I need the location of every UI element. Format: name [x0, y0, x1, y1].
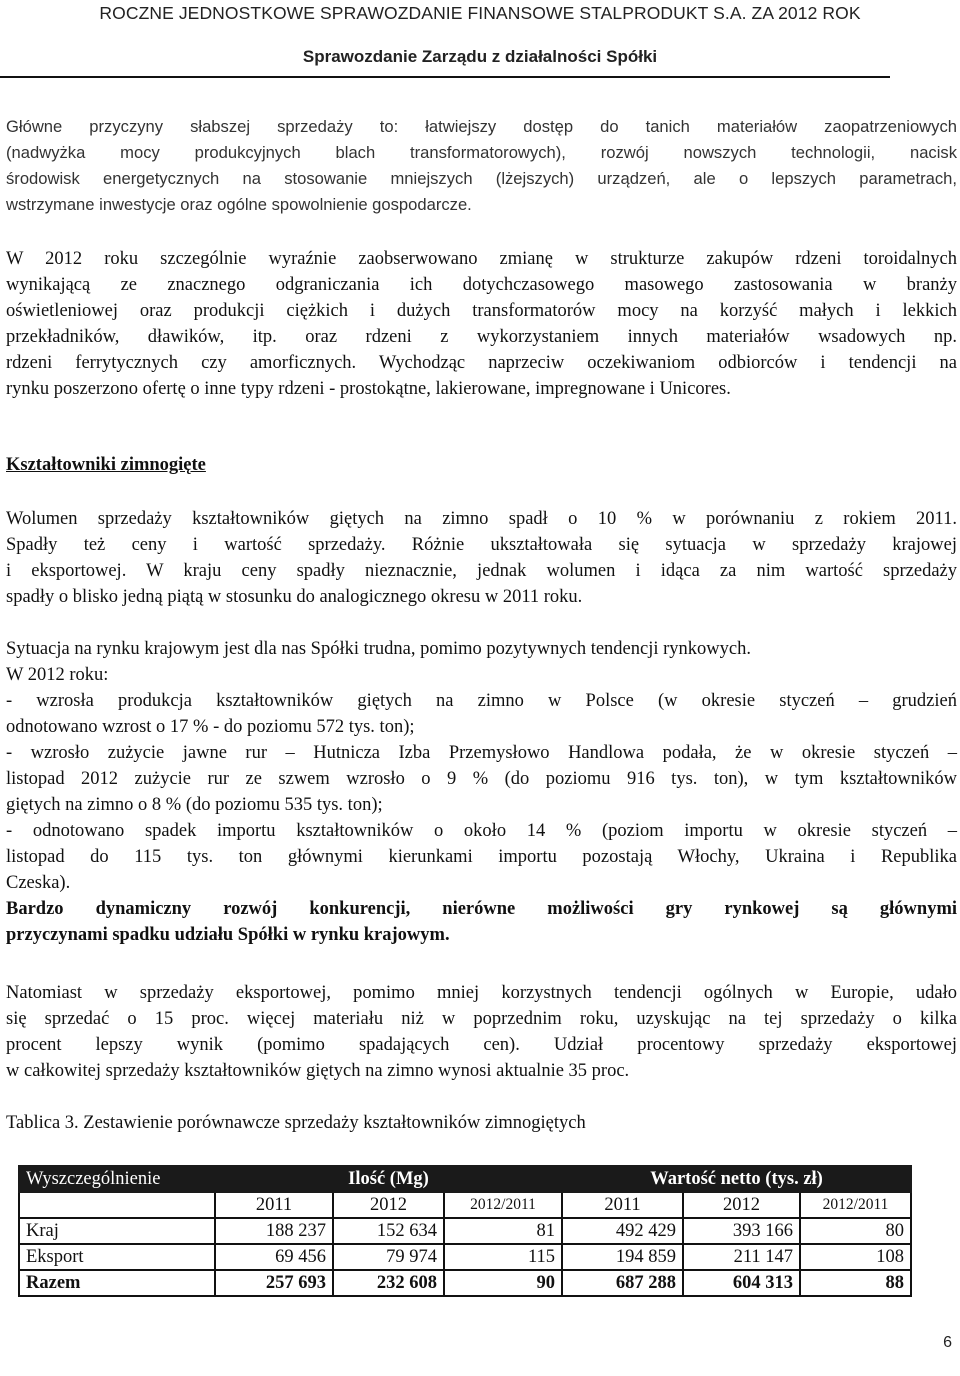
table-cell: 232 608: [333, 1270, 444, 1296]
text-line: rdzeni ferrytycznych czy amorficznych. Wychodząc naprzeciw oczekiwaniom odbiorców i tendencji na: [6, 353, 957, 373]
text-line: odnotowano wzrost o 17 % - do poziomu 572 tys. ton);: [6, 717, 415, 737]
table-cell: 90: [444, 1270, 562, 1296]
text-line: W 2012 roku szczególnie wyraźnie zaobserwowano zmianę w strukturze zakupów rdzeni toroidalnych: [6, 249, 957, 269]
table-cell: 211 147: [683, 1244, 800, 1270]
table-cell: 81: [444, 1218, 562, 1244]
text-line: w całkowitej sprzedaży kształtowników giętych na zimno wynosi aktualnie 35 proc.: [6, 1061, 630, 1081]
text-line: się sprzedać o 15 proc. więcej materiału niż w poprzednim roku, uzyskując na tej sprzedaży o kilka: [6, 1009, 957, 1029]
text-line: Sytuacja na rynku krajowym jest dla nas Spółki trudna, pomimo pozytywnych tendencji rynkowych.: [6, 639, 751, 659]
table-cell: 257 693: [215, 1270, 333, 1296]
text-line: Główne przyczyny słabszej sprzedaży to: łatwiejszy dostęp do tanich materiałów zaopatrzeniowych: [6, 117, 957, 136]
text-line: Spadły też ceny i wartość sprzedaży. Różnie ukształtowała się sytuacja w sprzedaży krajowej: [6, 535, 957, 555]
table-cell: 604 313: [683, 1270, 800, 1296]
text-line: wstrzymane inwestycje oraz ogólne spowolnienie gospodarcze.: [6, 195, 472, 214]
row-label: Kraj: [19, 1218, 215, 1244]
table-cell: 492 429: [562, 1218, 683, 1244]
report-header-title: ROCZNE JEDNOSTKOWE SPRAWOZDANIE FINANSOWE STALPRODUKT S.A. ZA 2012 ROK: [99, 3, 861, 23]
table-header-row: [19, 1166, 911, 1192]
paragraph-toroidal-cores: [6, 246, 957, 402]
column-group-net-value: Wartość netto (tys. zł): [562, 1166, 911, 1192]
table-cell: 687 288: [562, 1270, 683, 1296]
text-line: Wolumen sprzedaży kształtowników giętych na zimno spadł o 10 % w porównaniu z rokiem 2011.: [6, 509, 957, 529]
table-subheader-row: [19, 1192, 911, 1218]
paragraph-sales-reasons: [6, 114, 957, 218]
text-line: - wzrosło zużycie jawne rur – Hutnicza Izba Przemysłowo Handlowa podała, że w okresie styczeń –: [6, 743, 957, 763]
sales-comparison-table: [18, 1165, 912, 1297]
table-row: [19, 1244, 911, 1270]
row-label: Eksport: [19, 1244, 215, 1270]
paragraph-volume: [6, 506, 957, 610]
table-cell: 152 634: [333, 1218, 444, 1244]
column-group-quantity: Ilość (Mg): [215, 1166, 562, 1192]
page-number: 6: [943, 1334, 952, 1351]
table-caption: Tablica 3. Zestawienie porównawcze sprzedaży kształtowników zimnogiętych: [6, 1113, 586, 1133]
text-line: środowisk energetycznych na stosowanie mniejszych (lżejszych) urządzeń, ale o lepszych parametrach,: [6, 169, 957, 188]
section-heading: Kształtowniki zimnogięte: [6, 455, 206, 475]
text-line: procent lepszy wynik (pomimo spadających cen). Udział procentowy sprzedaży eksportowej: [6, 1035, 957, 1055]
text-line: przekładników, dławików, itp. oraz rdzeni z wykorzystaniem innych materiałów wsadowych np.: [6, 327, 957, 347]
table-total-row: [19, 1270, 911, 1296]
text-line: - wzrosła produkcja kształtowników giętych na zimno w Polsce (w okresie styczeń – grudzień: [6, 691, 957, 711]
text-line-bold: przyczynami spadku udziału Spółki w rynku krajowym.: [6, 925, 450, 945]
table-cell: 69 456: [215, 1244, 333, 1270]
table-cell: 108: [800, 1244, 911, 1270]
text-line: oświetleniowej oraz produkcji ciężkich i dużych transformatorów mocy na korzyść małych i lekkich: [6, 301, 957, 321]
text-line: rynku poszerzono ofertę o inne typy rdzeni - prostokątne, lakierowane, impregnowane i Unicores.: [6, 379, 731, 399]
table-cell: 79 974: [333, 1244, 444, 1270]
text-line: wynikającą ze znacznego odgraniczania ich dotychczasowego masowego zastosowania w branży: [6, 275, 957, 295]
text-line: - odnotowano spadek importu kształtowników o około 14 % (poziom importu w okresie styczeń –: [6, 821, 957, 841]
text-line: i eksportowej. W kraju ceny spadły nieznacznie, jednak wolumen i idąca za nim wartość sprzedaży: [6, 561, 957, 581]
subheader-cell: 2012/2011: [444, 1192, 562, 1218]
table-cell: 393 166: [683, 1218, 800, 1244]
subheader-cell: 2012: [683, 1192, 800, 1218]
text-line: Natomiast w sprzedaży eksportowej, pomimo mniej korzystnych tendencji ogólnych w Europie, udało: [6, 983, 957, 1003]
column-header-description: Wyszczególnienie: [19, 1166, 215, 1192]
table-cell: 188 237: [215, 1218, 333, 1244]
text-line: giętych na zimno o 8 % (do poziomu 535 tys. ton);: [6, 795, 383, 815]
subheader-cell: 2012/2011: [800, 1192, 911, 1218]
text-line: listopad 2012 zużycie rur ze szwem wzrosło o 9 % (do poziomu 916 tys. ton), w tym kształtowników: [6, 769, 957, 789]
paragraph-export: [6, 980, 957, 1084]
text-line: W 2012 roku:: [6, 665, 109, 685]
text-line: spadły o blisko jedną piątą w stosunku do analogicznego okresu w 2011 roku.: [6, 587, 583, 607]
paragraph-domestic-market: [6, 636, 957, 948]
text-line: Czeska).: [6, 873, 71, 893]
text-line: listopad do 115 tys. ton głównymi kierunkami importu pozostają Włochy, Ukraina i Republika: [6, 847, 957, 867]
table-cell: 115: [444, 1244, 562, 1270]
table-cell: 80: [800, 1218, 911, 1244]
table-cell: 88: [800, 1270, 911, 1296]
subheader-cell: 2012: [333, 1192, 444, 1218]
row-label: Razem: [19, 1270, 215, 1296]
text-line: (nadwyżka mocy produkcyjnych blach transformatorowych), rozwój nowszych technologii, nacisk: [6, 143, 957, 162]
table-row: [19, 1218, 911, 1244]
table-cell: 194 859: [562, 1244, 683, 1270]
header-divider: [0, 76, 890, 78]
table-cell: [19, 1192, 215, 1218]
subheader-cell: 2011: [562, 1192, 683, 1218]
report-header-subtitle: Sprawozdanie Zarządu z działalności Spółki: [302, 47, 658, 66]
text-line-bold: Bardzo dynamiczny rozwój konkurencji, nierówne możliwości gry rynkowej są głównymi: [6, 899, 957, 919]
subheader-cell: 2011: [215, 1192, 333, 1218]
